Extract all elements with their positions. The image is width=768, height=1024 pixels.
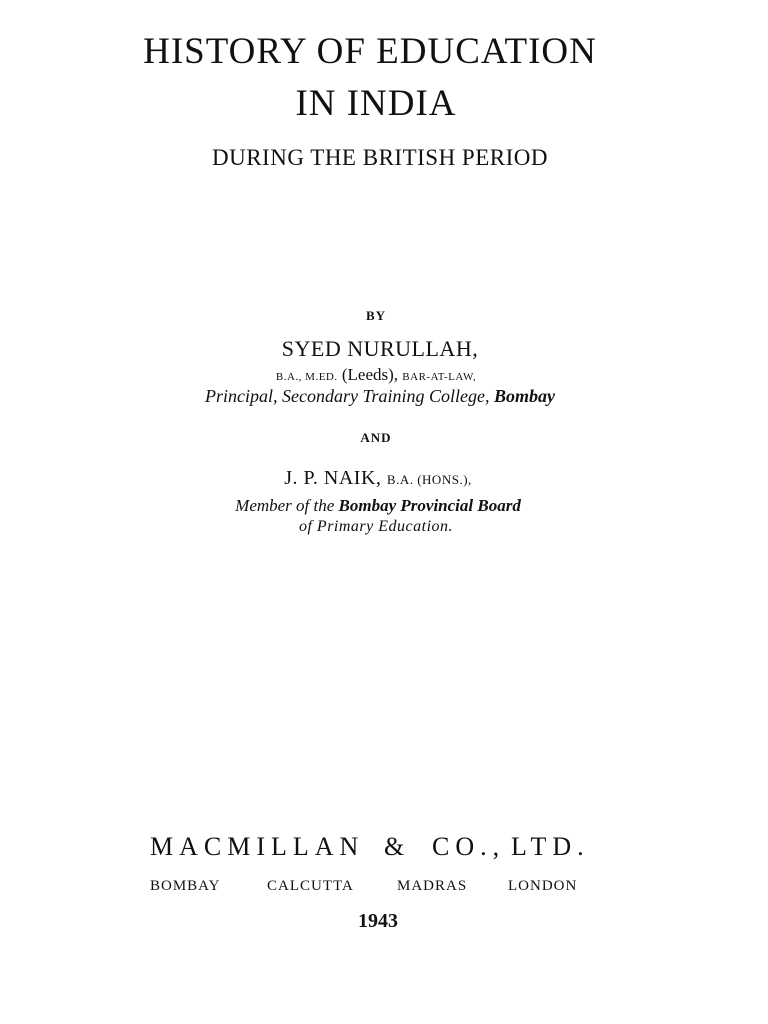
author-1-name: SYED NURULLAH, (281, 336, 479, 361)
book-subtitle: DURING THE BRITISH PERIOD (212, 145, 548, 170)
author-2-line (8, 467, 748, 490)
publisher-name-part-1: MACMILLAN (150, 832, 365, 861)
author-2-position-prefix: Member of the (235, 496, 335, 515)
author-2-name: J. P. NAIK, (284, 467, 382, 489)
publication-year: 1943 (358, 910, 398, 932)
by-label: BY (365, 308, 387, 323)
city-madras: MADRAS (397, 878, 468, 894)
publisher-ampersand: & (384, 832, 405, 861)
city-calcutta: CALCUTTA (267, 878, 354, 894)
author-1-affiliation (10, 386, 750, 407)
author-1-degree-place: (Leeds), (341, 365, 399, 384)
and-label: AND (360, 430, 392, 445)
book-title-line-2: IN INDIA (295, 83, 457, 124)
author-2-position-bold: Bombay Provincial Board (338, 496, 521, 515)
author-2-degree: B.A. (HONS.), (386, 472, 472, 487)
author-1-city: Bombay (493, 386, 555, 406)
city-london: LONDON (508, 878, 578, 894)
author-1-qualifications (6, 365, 746, 385)
author-2-affiliation-line-1 (8, 496, 748, 516)
book-title-line-1: HISTORY OF EDUCATION (143, 31, 597, 72)
author-1-degree-1: B.A., M.ED. (275, 371, 338, 383)
author-1-position: Principal, Secondary Training College, (205, 386, 490, 406)
author-2-affiliation-line-2: of Primary Education. (298, 518, 454, 535)
author-1-degree-2: BAR-AT-LAW, (402, 371, 477, 383)
publisher-name-part-3: LTD. (511, 832, 590, 861)
city-bombay: BOMBAY (150, 878, 221, 894)
publisher-name-part-2: CO., (432, 832, 506, 861)
